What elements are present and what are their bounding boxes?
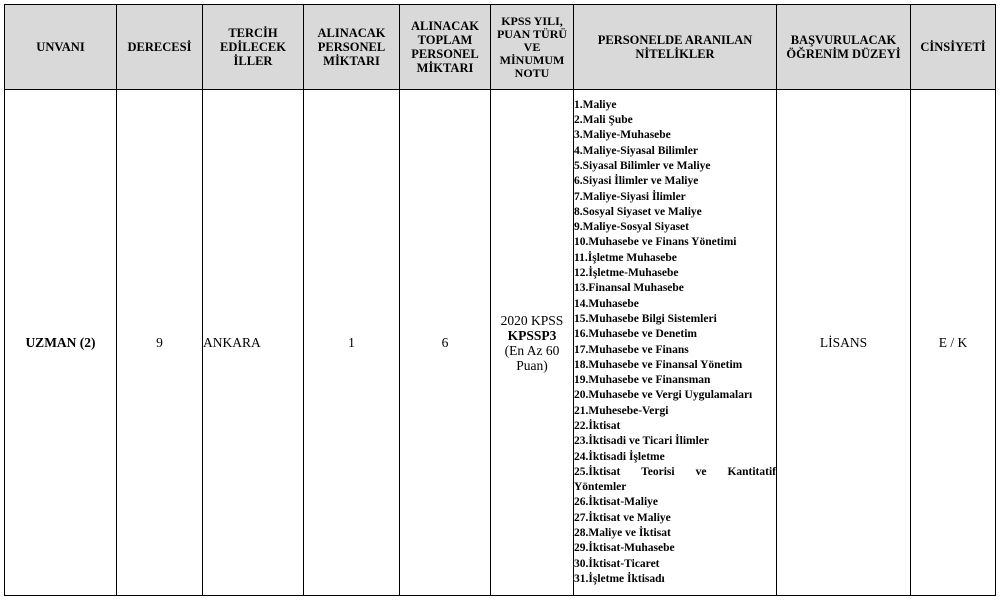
header-row <box>5 5 996 90</box>
qualification-item: 30.İktisat-Ticaret <box>574 557 660 570</box>
header-title: UNVANI <box>5 5 117 90</box>
table-row <box>5 90 996 596</box>
qualification-item: 5.Siyasal Bilimler ve Maliye <box>574 159 711 172</box>
qualification-item: 6.Siyasi İlimler ve Maliye <box>574 175 699 188</box>
cell-total-staff: 6 <box>400 90 491 596</box>
qualification-item: 16.Muhasebe ve Denetim <box>574 328 697 341</box>
qualification-item: 11.İşletme Muhasebe <box>574 251 677 264</box>
qualification-item: 18.Muhasebe ve Finansal Yönetim <box>574 358 743 371</box>
qualification-item: 20.Muhasebe ve Vergi Uygulamaları <box>574 389 753 402</box>
qualification-item: 26.İktisat-Maliye <box>574 496 659 509</box>
cell-qualifications <box>574 90 777 596</box>
header-province: TERCİH EDİLECEK İLLER <box>203 5 304 90</box>
qualification-item: 28.Maliye ve İktisat <box>574 527 671 540</box>
kpss-score-type: KPSSP3 <box>507 327 557 343</box>
cell-grade: 9 <box>117 90 203 596</box>
qualification-item: 19.Muhasebe ve Finansman <box>574 374 711 387</box>
qualification-item: 21.Muhesebe-Vergi <box>574 404 669 417</box>
qualification-item: 1.Maliye <box>574 98 617 111</box>
cell-staff-count: 1 <box>304 90 400 596</box>
qualification-item: 17.Muhasebe ve Finans <box>574 343 689 356</box>
qualification-item: 29.İktisat-Muhasebe <box>574 542 675 555</box>
qualification-item: 8.Sosyal Siyaset ve Maliye <box>574 205 702 218</box>
header-grade: DERECESİ <box>117 5 203 90</box>
cell-education: LİSANS <box>777 90 911 596</box>
header-kpss: KPSS YILI, PUAN TÜRÜ VE MİNUMUM NOTU <box>491 5 574 90</box>
header-total-staff: ALINACAK TOPLAM PERSONEL MİKTARI <box>400 5 491 90</box>
qualification-item: 25.İktisat Teorisi ve Kantitatif Yöntemler <box>574 465 776 494</box>
qualification-item: 14.Muhasebe <box>574 297 639 310</box>
qualification-item: 4.Maliye-Siyasal Bilimler <box>574 144 698 157</box>
qualification-item: 7.Maliye-Siyasi İlimler <box>574 190 686 203</box>
cell-kpss <box>491 90 574 596</box>
qualification-item: 9.Maliye-Sosyal Siyaset <box>574 221 689 234</box>
qualification-item: 12.İşletme-Muhasebe <box>574 267 679 280</box>
qualification-item: 22.İktisat <box>574 419 621 432</box>
qualification-item: 3.Maliye-Muhasebe <box>574 129 671 142</box>
header-gender: CİNSİYETİ <box>911 5 996 90</box>
qualification-item: 24.İktisadi İşletme <box>574 450 665 463</box>
cell-gender: E / K <box>911 90 996 596</box>
kpss-minimum: (En Az 60 Puan) <box>504 342 560 373</box>
document-page <box>4 4 996 596</box>
cell-title: UZMAN (2) <box>5 90 117 596</box>
qualification-item: 13.Finansal Muhasebe <box>574 282 684 295</box>
qualifications-list <box>574 98 776 588</box>
qualification-item: 23.İktisadi ve Ticari İlimler <box>574 435 710 448</box>
qualification-item: 10.Muhasebe ve Finans Yönetimi <box>574 236 737 249</box>
qualification-item: 15.Muhasebe Bilgi Sistemleri <box>574 312 717 325</box>
job-table <box>4 4 996 596</box>
header-education: BAŞVURULACAK ÖĞRENİM DÜZEYİ <box>777 5 911 90</box>
header-staff-count: ALINACAK PERSONEL MİKTARI <box>304 5 400 90</box>
qualification-item: 27.İktisat ve Maliye <box>574 511 671 524</box>
cell-province: ANKARA <box>203 90 304 596</box>
header-qualifications: PERSONELDE ARANILAN NİTELİKLER <box>574 5 777 90</box>
qualification-item: 2.Mali Şube <box>574 114 633 127</box>
qualification-item: 31.İşletme İktisadı <box>574 572 665 585</box>
kpss-year: 2020 KPSS <box>500 312 564 328</box>
